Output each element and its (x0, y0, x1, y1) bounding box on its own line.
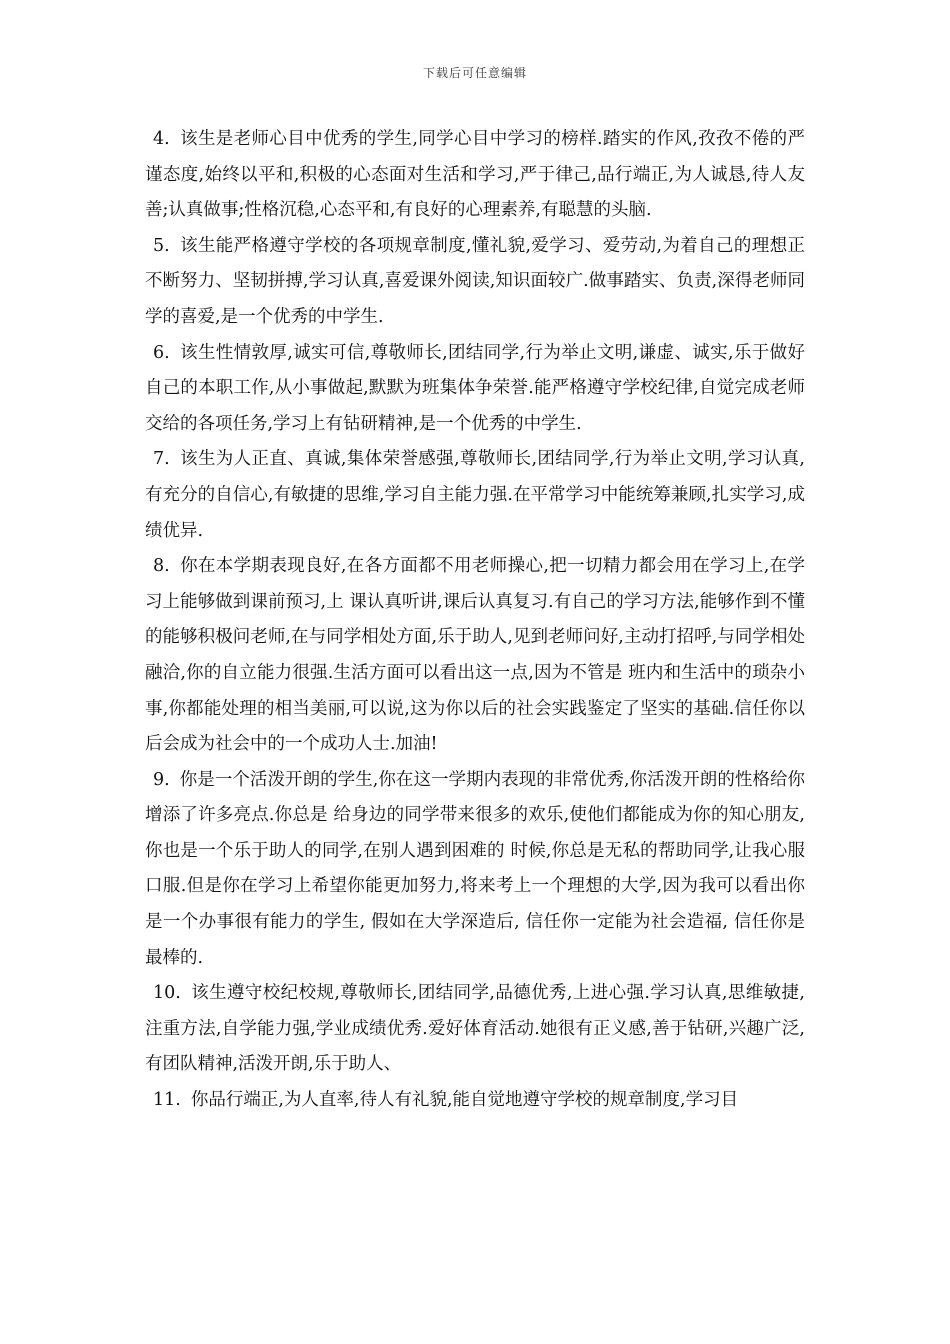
paragraph-number: 9. (153, 769, 170, 790)
paragraph-number: 7. (153, 449, 170, 470)
paragraph-text: 你品行端正,为人直率,待人有礼貌,能自觉地遵守学校的规章制度,学习目 (190, 1090, 739, 1111)
paragraph-text: 该生为人正直、真诚,集体荣誉感强,尊敬师长,团结同学,行为举止文明,学习认真,有充分的自信心,有敏捷的思维,学习自主能力强.在平常学习中能统筹兼顾,扎实学习,成绩优异. (145, 449, 805, 541)
paragraph-number: 11. (153, 1090, 181, 1111)
paragraph-5 (145, 229, 805, 336)
paragraph-text: 你是一个活泼开朗的学生,你在这一学期内表现的非常优秀,你活泼开朗的性格给你增添了许多亮点.你总是 给身边的同学带来很多的欢乐,使他们都能成为你的知心朋友,你也是一个乐于助人的同学,在别人遇到困难的 时候,你总是无私的帮助同学,让我心服口服.但是你在学习上希望你能更加努力,将来考上一个理想的大学,因为我可以看出你是一个办事很有能力的学生, 假如在大学深造后, 信任你一定能为社会造福, 信任你是最棒的. (145, 769, 805, 968)
paragraph-11 (145, 1083, 805, 1119)
paragraph-number: 5. (153, 235, 170, 256)
paragraph-text: 该生遵守校纪校规,尊敬师长,团结同学,品德优秀,上进心强.学习认真,思维敏捷,注重方法,自学能力强,学业成绩优秀.爱好体育活动.她很有正义感,善于钻研,兴趣广泛,有团队精神,活泼开朗,乐于助人、 (145, 983, 805, 1075)
paragraph-7 (145, 442, 805, 549)
paragraph-10 (145, 976, 805, 1083)
page-header: 下载后可任意编辑 (422, 66, 527, 80)
paragraph-number: 4. (153, 129, 170, 149)
paragraph-number: 10. (153, 983, 181, 1004)
paragraph-text: 该生性情敦厚,诚实可信,尊敬师长,团结同学,行为举止文明,谦虚、诚实,乐于做好自己的本职工作,从小事做起,默默为班集体争荣誉.能严格遵守学校纪律,自觉完成老师交给的各项任务,学习上有钻研精神,是一个优秀的中学生. (145, 342, 805, 434)
paragraph-number: 6. (153, 342, 170, 363)
document-body (145, 122, 805, 1119)
paragraph-text: 该生能严格遵守学校的各项规章制度,懂礼貌,爱学习、爱劳动,为着自己的理想正不断努力、坚韧拼搏,学习认真,喜爱课外阅读,知识面较广.做事踏实、负责,深得老师同学的喜爱,是一个优秀的中学生. (145, 235, 805, 327)
paragraph-6 (145, 336, 805, 443)
paragraph-4 (145, 122, 805, 229)
paragraph-text: 该生是老师心目中优秀的学生,同学心目中学习的榜样.踏实的作风,孜孜不倦的严谨态度,始终以平和,积极的心态面对生活和学习,严于律己,品行端正,为人诚恳,待人友善;认真做事;性格沉稳,心态平和,有良好的心理素养,有聪慧的头脑. (145, 129, 805, 221)
paragraph-9 (145, 763, 805, 977)
paragraph-number: 8. (153, 556, 170, 577)
paragraph-8 (145, 549, 805, 763)
paragraph-text: 你在本学期表现良好,在各方面都不用老师操心,把一切精力都会用在学习上,在学习上能够做到课前预习,上 课认真听讲,课后认真复习.有自己的学习方法,能够作到不懂的能够积极问老师,在与同学相处方面,乐于助人,见到老师问好,主动打招呼,与同学相处融洽,你的自立能力很强.生活方面可以看出这一点,因为不管是 班内和生活中的琐杂小事,你都能处理的相当美丽,可以说,这为你以后的社会实践鉴定了坚实的基础.信任你以后会成为社会中的一个成功人士.加油! (145, 556, 805, 755)
